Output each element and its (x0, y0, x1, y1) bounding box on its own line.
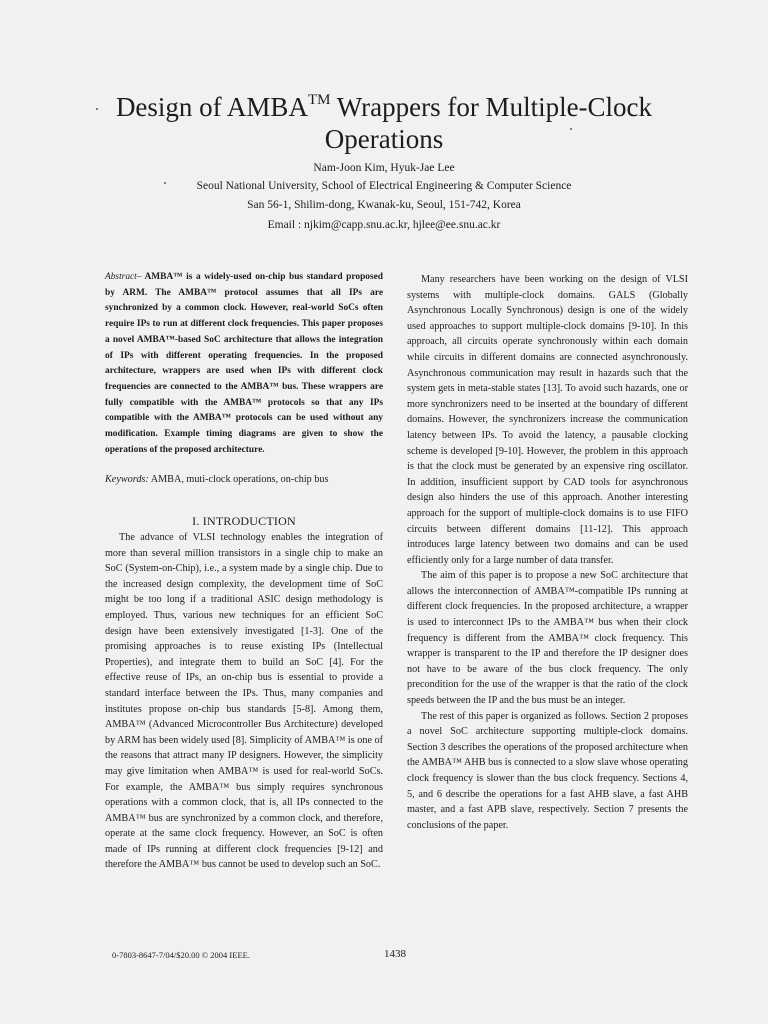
scan-speck (570, 128, 572, 130)
title-line1: Design of AMBA (115, 92, 308, 122)
scan-speck (164, 182, 166, 184)
abstract (105, 270, 383, 458)
abstract-lead: Abstract– (105, 272, 142, 282)
author-address: San 56-1, Shilim-dong, Kwanak-ku, Seoul, 151-742, Korea (247, 199, 521, 211)
right-paragraph-1: Many researchers have been working on the design of VLSI systems with multiple-clock domains. GALS (Globally Asynchronous Locally Synchronous) design is one of the widely used approaches to support multiple-clock domains [9-10]. In this approach, all circuits operate synchronously within each domain while circuits in different domains are connected asynchronously. Asynchronous communication may result in hazards such that the system gets in meta-stable states [13]. To avoid such hazards, one or more synchronizers need to be inserted at the boundary of different domains. However, the synchronizers increase the communication latency between IPs. To avoid the latency, a pausable clocking scheme is developed [9-10]. However, the problem in this approach is that the clock must be generated by an expensive ring oscillator. In addition, insufficient support by CAD tools for asynchronous design also hinders the use of this approach. Another interesting approach for the support of multiple-clock domains is to use FIFO circuits between different domains [11-12]. This approach introduces large latency between two domains and can be used efficiently only for a large number of data transfer. (407, 274, 688, 566)
section-heading-introduction: I. INTRODUCTION (192, 514, 296, 528)
footer-copyright: 0-7803-8647-7/04/$20.00 © 2004 IEEE. (112, 950, 250, 960)
paper-title (60, 86, 708, 155)
abstract-text: AMBA™ is a widely-used on-chip bus standard proposed by ARM. The AMBA™ protocol assumes that all IPs are synchronized by a common clock. However, real-world SoCs often require IPs to run at different clock frequencies. This paper proposes a novel AMBA™-based SoC architecture that allows the integration of IPs with different operating frequencies. In the proposed architecture, wrappers are used when IPs with different clock frequencies are connected to the AMBA™ bus. These wrappers are fully compatible with the AMBA™ protocols so that any IPs compatible with the AMBA™ protocols can be used without any modification. Example timing diagrams are given to show the operations of the proposed architecture. (105, 272, 383, 455)
right-paragraph-3: The rest of this paper is organized as follows. Section 2 proposes a novel SoC architecture supporting multiple-clock domains. Section 3 describes the operations of the proposed architecture when the AMBA™ AHB bus is connected to a slow slave whose operating clock frequency is slower than the bus clock frequency. Sections 4, 5, and 6 describe the operations for a fast AHB slave, a fast AHB master, and a fast APB slave, respectively. Section 7 presents the conclusions of the paper. (407, 710, 688, 831)
intro-paragraph-1: The advance of VLSI technology enables the integration of more than several million transistors in a single chip to make an SoC (System-on-Chip), i.e., a system made by a single chip. Due to the increased design complexity, the development time of SoC might be too long if a traditional ASIC design methodology is employed. Thus, various new techniques for an efficient SoC design have been extensively investigated [1-3]. One of the promising approaches is to reuse existing IPs (Intellectual Properties), and integrate them to build an SoC [4]. For the effective reuse of IPs, an on-chip bus is essential to provide a standard interface between the IPs. Thus, many companies and institutes propose on-chip bus standards [5-8]. Among them, AMBA™ (Advanced Microcontroller Bus Architecture) developed by ARM has been widely used [8]. Simplicity of AMBA™ is one of the reasons that attract many IP designers. However, the simplicity may give limitation when AMBA™ is used for real-world SoCs. For example, the AMBA™ bus simply requires synchronous operations with a common clock, that is, all IPs connected to the AMBA™ bus are synchronized by a common clock, and therefore, operate at the same clock frequency. However, an SoC is often made of IPs running at different clock frequencies [9-12] and therefore the AMBA™ bus cannot be used to develop such an SoC. (105, 532, 383, 871)
author-names: Nam-Joon Kim, Hyuk-Jae Lee (313, 162, 455, 174)
title-line1-rest: Wrappers for Multiple-Clock (330, 92, 653, 122)
keywords-text: AMBA, muti-clock operations, on-chip bus (148, 474, 329, 485)
right-column (407, 272, 688, 833)
page-number: 1438 (384, 948, 406, 960)
author-email: Email : njkim@capp.snu.ac.kr, hjlee@ee.snu.ac.kr (267, 219, 501, 231)
title-line2: Operations (324, 124, 444, 154)
right-paragraph-2: The aim of this paper is to propose a new SoC architecture that allows the interconnection of AMBA™-compatible IPs running at different clock frequencies. In the proposed architecture, a wrapper is used to interconnect IPs to the AMBA™ bus when their clock frequency is different from the AMBA™ clock frequency. This wrapper is transparent to the IP and therefore the IP designer does not have to be aware of the bus clock frequency. The only precondition for the use of the wrapper is that the ratio of the clock speeds between the IP and the bus must be an integer. (407, 570, 688, 707)
scan-speck (96, 108, 98, 110)
title-trademark: TM (307, 92, 331, 108)
keywords-lead: Keywords: (105, 474, 149, 485)
introduction-body (105, 530, 383, 873)
author-affiliation: Seoul National University, School of Electrical Engineering & Computer Science (196, 180, 572, 192)
keywords (105, 472, 383, 488)
